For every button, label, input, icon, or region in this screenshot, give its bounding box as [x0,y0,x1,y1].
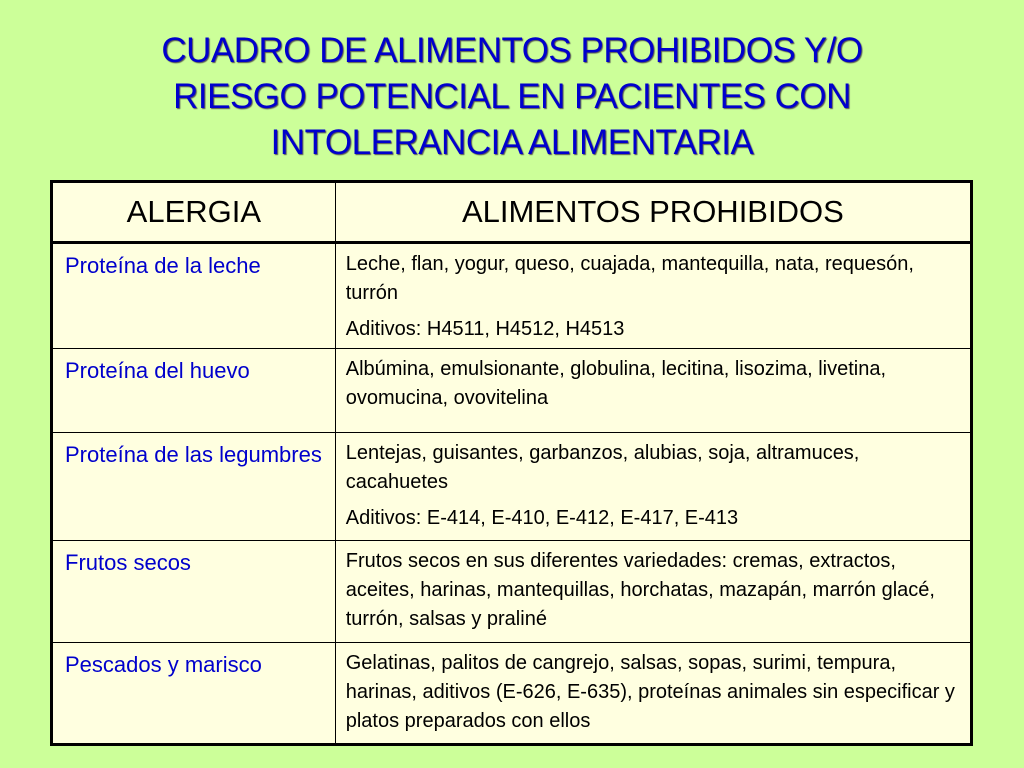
foods-text: Frutos secos en sus diferentes variedades: cremas, extractos, aceites, harinas, mantequillas, horchatas, mazapán, marrón glacé, turrón, salsas y praliné [345,550,935,630]
page-title [60,28,964,166]
allergen-cell: Proteína de la leche [52,243,336,349]
foods-cell [335,349,971,433]
table-row [52,433,972,541]
foods-cell [335,541,971,643]
allergen-cell: Proteína de las legumbres [52,433,336,541]
header-allergy: ALERGIA [52,182,336,243]
allergy-table [50,180,973,746]
allergen-cell: Proteína del huevo [52,349,336,433]
table-row [52,243,972,349]
foods-cell [335,643,971,745]
table-row [52,541,972,643]
foods-text: Lentejas, guisantes, garbanzos, alubias, soja, altramuces, cacahuetes [345,442,860,493]
header-forbidden-foods: ALIMENTOS PROHIBIDOS [335,182,971,243]
allergen-cell: Pescados y marisco [52,643,336,745]
additives-text: Aditivos: H4511, H4512, H4513 [345,318,625,340]
foods-text: Albúmina, emulsionante, globulina, lecitina, lisozima, livetina, ovomucina, ovovitelina [345,358,887,409]
title-line-3: INTOLERANCIA ALIMENTARIA [270,123,754,162]
allergen-cell: Frutos secos [52,541,336,643]
title-line-2: RIESGO POTENCIAL EN PACIENTES CON [173,77,851,116]
foods-cell [335,433,971,541]
table-row [52,643,972,745]
foods-cell [335,243,971,349]
table-row [52,349,972,433]
title-line-1: CUADRO DE ALIMENTOS PROHIBIDOS Y/O [161,31,863,70]
foods-text: Gelatinas, palitos de cangrejo, salsas, sopas, surimi, tempura, harinas, aditivos (E-626, E-635), proteínas animales sin especificar y platos preparados con ellos [345,652,955,732]
foods-text: Leche, flan, yogur, queso, cuajada, mantequilla, nata, requesón, turrón [345,253,914,304]
table-header-row [52,182,972,243]
additives-text: Aditivos: E-414, E-410, E-412, E-417, E-413 [345,507,739,529]
